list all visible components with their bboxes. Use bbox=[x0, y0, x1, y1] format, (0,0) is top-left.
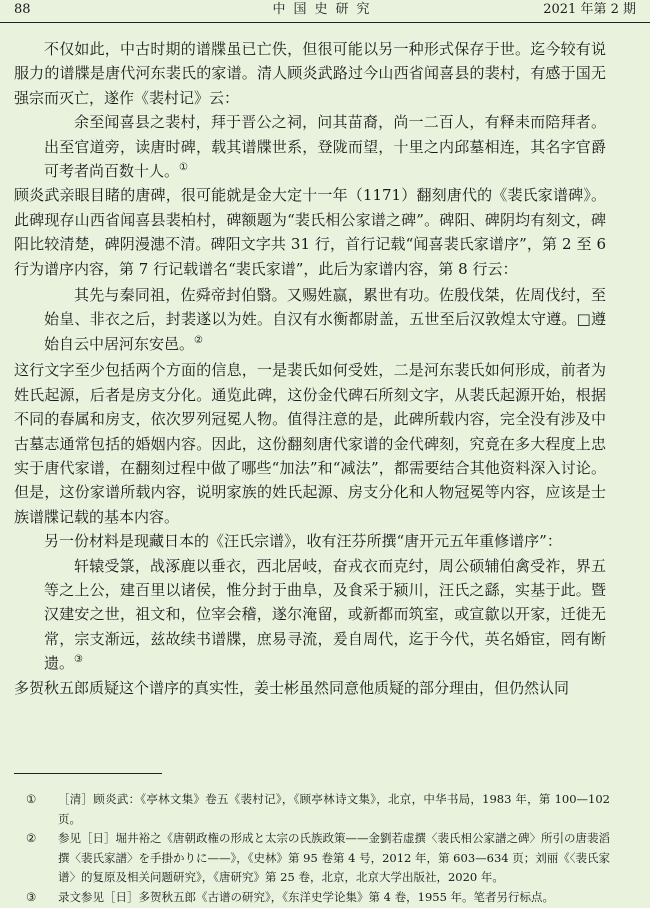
page-header bbox=[0, 0, 650, 23]
block-quote bbox=[14, 283, 606, 356]
paragraph-text: 这行文字至少包括两个方面的信息，一是裴氏如何受姓，二是河东裴氏如何形成，前者为姓氏起源，后者是房支分化。通览此碑，这份金代碑石所刻文字，从裴氏起源开始，根据不同的春属和房支，依次罗列冠冕人物。值得注意的是，此碑所载内容，完全没有涉及中古墓志通常包括的婚姻内容。因此，这份翻刻唐代家谱的金代碑刻，究竟在多大程度上忠实于唐代家谱，在翻刻过程中做了哪些“加法”和“减法”，都需要结合其他资料深入讨论。但是，这份家谱所载内容，说明家族的姓氏起源、房支分化和人物冠冕等内容，应该是士族谱牒记载的基本内容。 bbox=[14, 361, 606, 526]
footnote-number: ③ bbox=[26, 889, 37, 904]
body-paragraph bbox=[14, 358, 606, 529]
paragraph-text: 轩辕受箓，战涿鹿以垂衣，西北居岐，奋戎衣而克纣，周公硕辅伯禽受祚，界五等之上公，建百里以诸侯，惟分封于曲阜，及食采于颍川，汪氏之繇，实基于此。暨汉建安之世，祖文和，位宰会稽，遂尔淹留，或新都而筑室，或宣歙以开家，迁徙无常，宗支渐远，兹故续书谱牒，庶易寻流，爰自周代，迄于今代，英名婚宦，罔有断遗。 bbox=[44, 556, 606, 673]
footnote-text: 参见［日］堀井裕之《唐朝政権の形成と太宗の氏族政策——金劉若虚撰〈裴氏相公家譜之碑〉所引の唐裴滔撰〈裴氏家譜〉を手掛かりに——》，《史林》第 95 卷第 4 号，2012 年，第 603—634 页；刘丽《〈裴氏家谱〉的复原及相关问题研究》，《唐研究》第 25 卷，北京，北京大学出版社，2020 年。 bbox=[58, 831, 610, 885]
footnote-item bbox=[14, 829, 610, 888]
paragraph-text: 顾炎武亲眼目睹的唐碑，很可能就是金大定十一年（1171）翻刻唐代的《裴氏家谱碑》。此碑现存山西省闻喜县裴柏村，碑额题为“裴氏相公家谱之碑”。碑阳、碑阴均有刻文，碑阳比较清楚，碑阴漫漶不清。碑阳文字共 31 行，首行记载“闻喜裴氏家谱序”，第 2 至 6 行为谱序内容，第 7 行记载谱名“裴氏家谱”，此后为家谱内容，第 8 行云： bbox=[14, 186, 606, 278]
article-body bbox=[14, 37, 606, 700]
paragraph-text: 不仅如此，中古时期的谱牒虽已亡佚，但很可能以另一种形式保存于世。迄今较有说服力的谱牒是唐代河东裴氏的家谱。清人顾炎武路过今山西省闻喜县的裴村，有感于国无强宗而灭亡，遂作《裴村记》云： bbox=[14, 40, 606, 107]
body-paragraph bbox=[14, 37, 606, 110]
footnote-separator bbox=[14, 773, 162, 774]
footnote-text: 录文参见［日］多贺秋五郎《古谱の研究》，《东洋史学论集》第 4 卷，1955 年。笔者另行标点。 bbox=[58, 889, 555, 904]
footnote-ref: ② bbox=[194, 334, 203, 346]
footnote-item bbox=[14, 888, 610, 908]
footnote-number: ① bbox=[26, 792, 37, 806]
footnote-item bbox=[14, 790, 610, 829]
footnote-number: ② bbox=[26, 831, 37, 846]
footnote-ref: ③ bbox=[74, 654, 83, 666]
page-number: 88 bbox=[14, 2, 31, 17]
paragraph-text: 多贺秋五郎质疑这个谱序的真实性，姜士彬虽然同意他质疑的部分理由，但仍然认同 bbox=[14, 678, 570, 697]
footnote-text: ［清］顾炎武：《亭林文集》卷五《裴村记》，《顾亭林诗文集》，北京，中华书局，1983 年，第 100—102 页。 bbox=[58, 792, 610, 826]
body-paragraph bbox=[14, 676, 606, 700]
paragraph-text: 其先与秦同祖，佐舜帝封伯翳。又赐姓嬴，累世有功。佐殷伐桀，佐周伐纣，至始皇、非衣之后，封裴遂以为姓。自汉有水衡都尉盖，五世至后汉敦煌太守遵。□遵始自云中居河东安邑。 bbox=[44, 286, 606, 353]
block-quote bbox=[14, 110, 606, 183]
paragraph-text: 余至闻喜县之裴村，拜于晋公之祠，问其苗裔，尚一二百人，有释耒而陪拜者。出至官道旁，读唐时碑，载其谱牒世系，登陇而望，十里之内邱墓相连，其名字官爵可考者尚百数十人。 bbox=[44, 113, 606, 181]
footnote-ref: ① bbox=[179, 162, 188, 174]
body-paragraph bbox=[14, 529, 606, 553]
paragraph-text: 另一份材料是现藏日本的《汪氏宗谱》，收有汪芬所撰“唐开元五年重修谱序”： bbox=[44, 532, 562, 551]
footnotes bbox=[14, 790, 610, 908]
issue-label: 2021 年第 2 期 bbox=[543, 2, 636, 17]
block-quote bbox=[14, 554, 606, 676]
body-paragraph bbox=[14, 183, 606, 281]
journal-title: 中国史研究 bbox=[272, 2, 378, 17]
